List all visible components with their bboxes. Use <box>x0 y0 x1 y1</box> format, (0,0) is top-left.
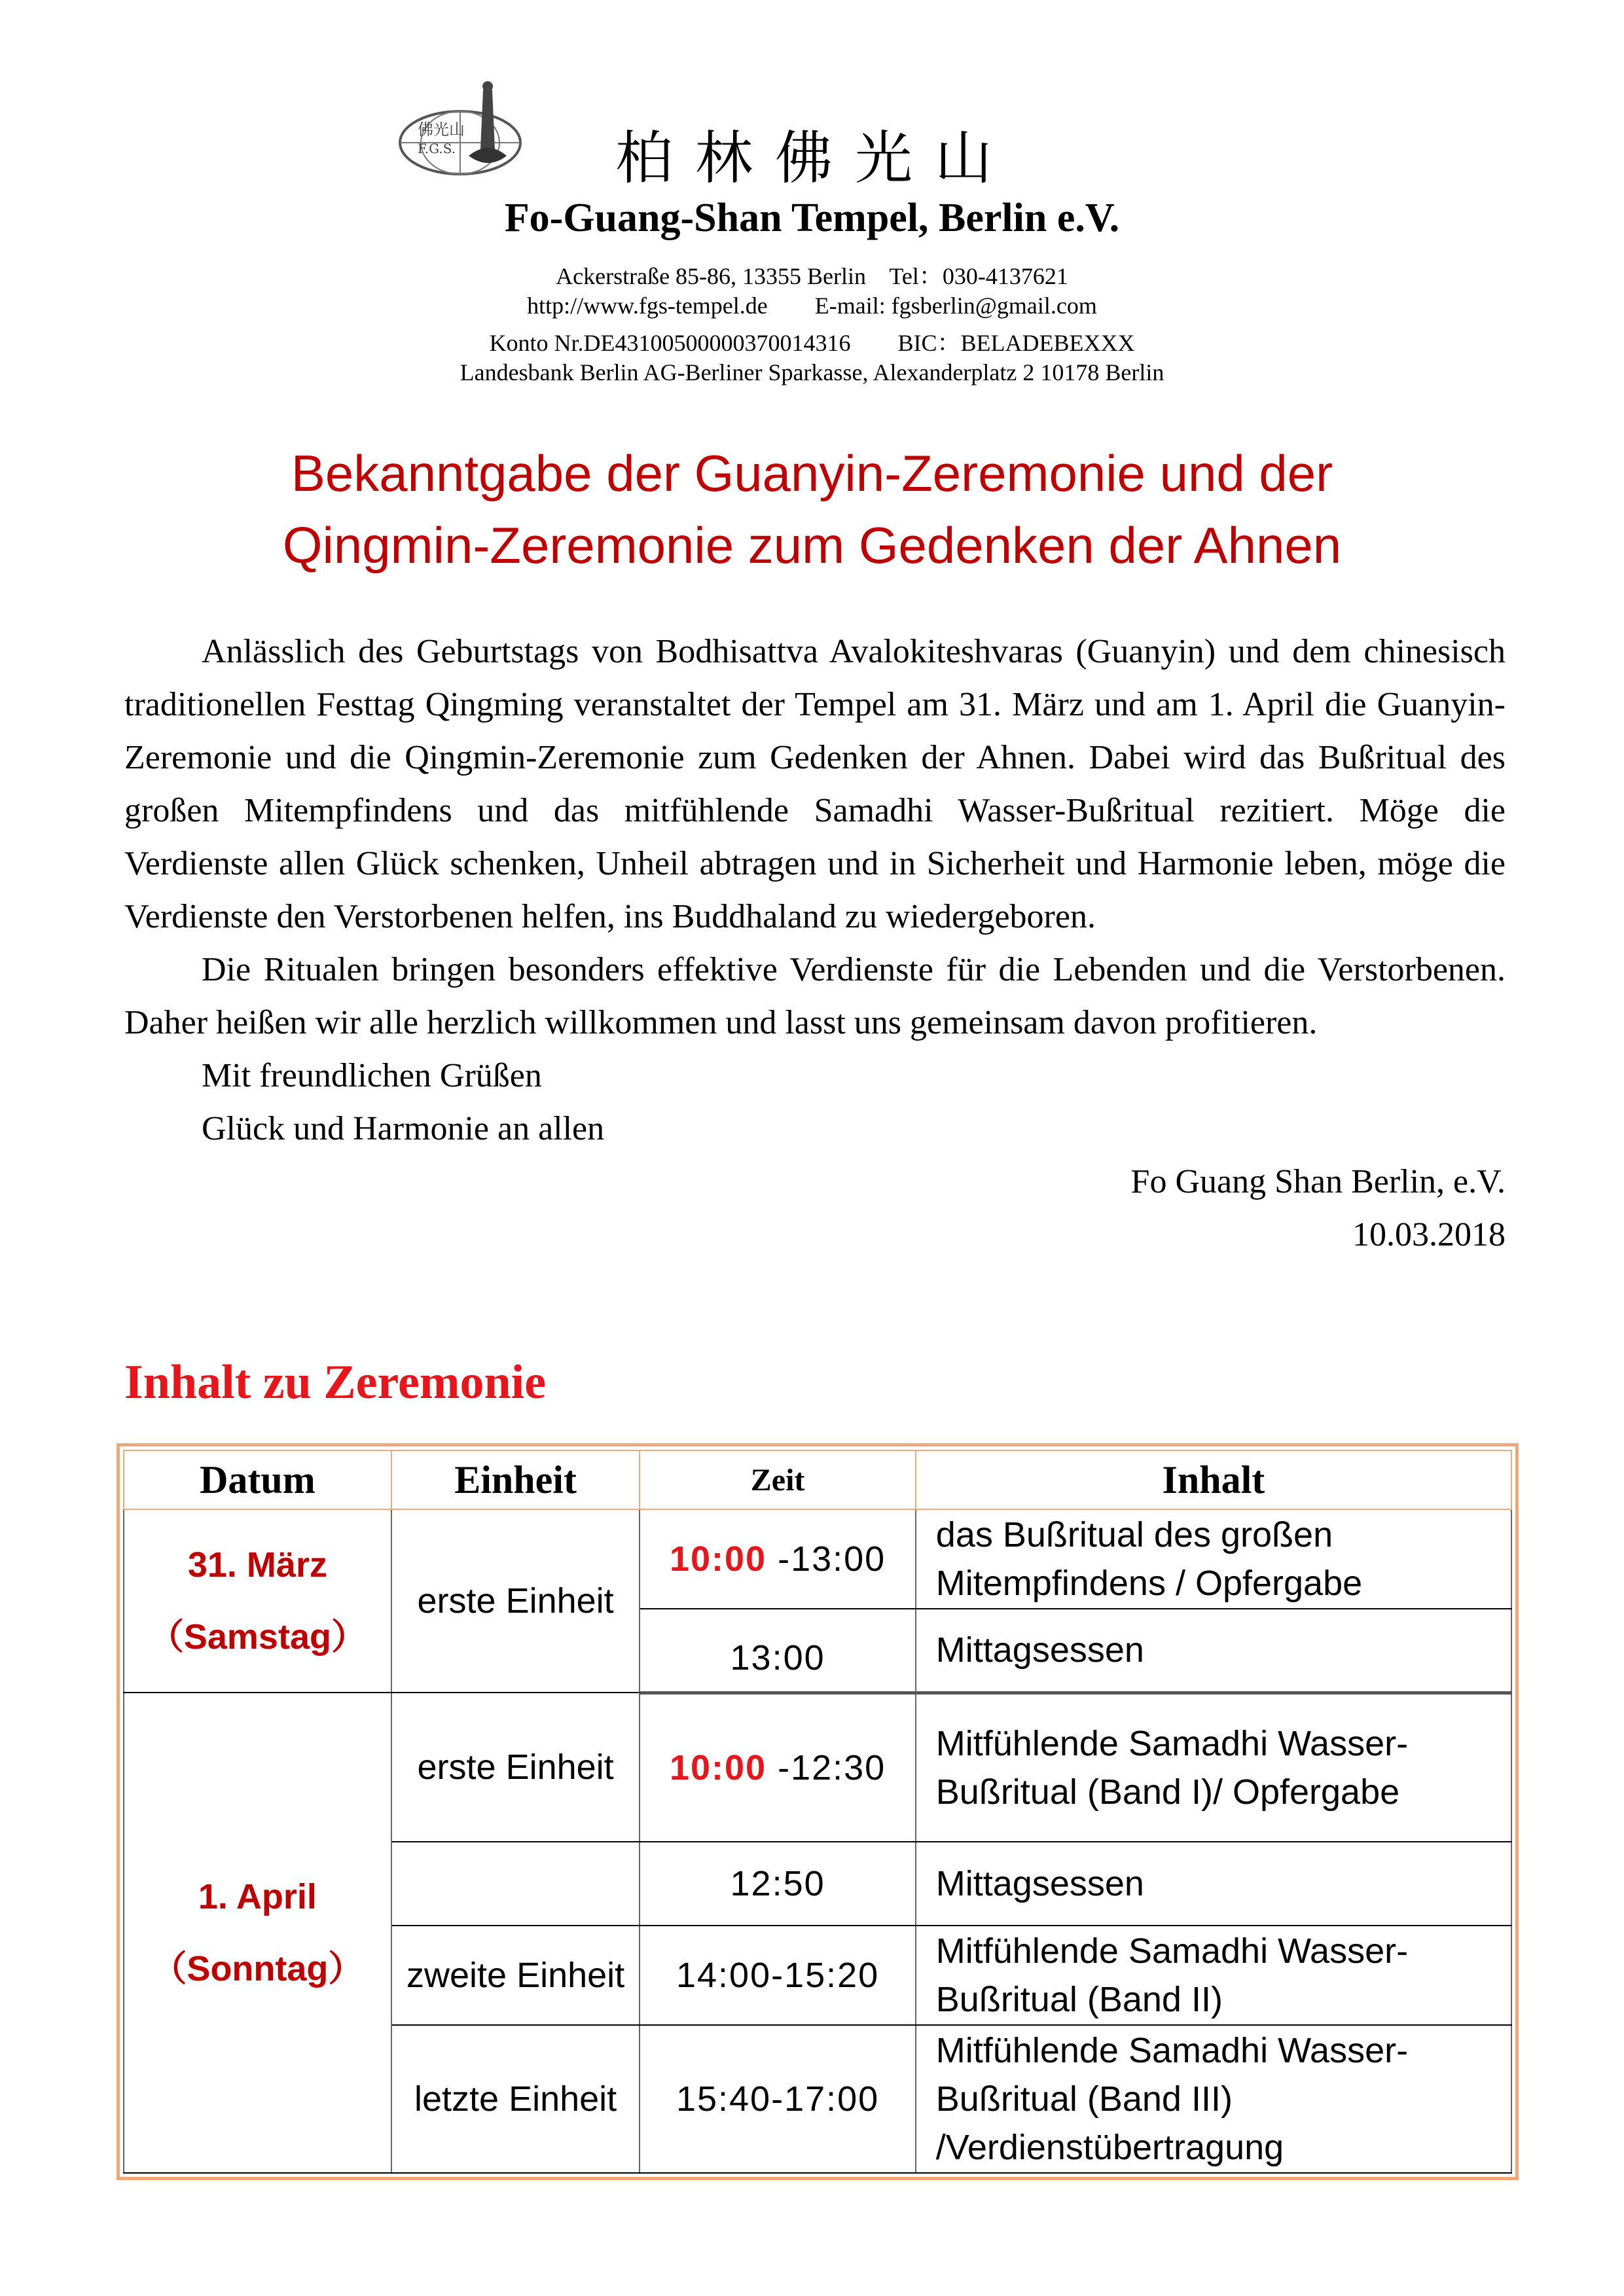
time-cell: 14:00-15:20 <box>640 1926 915 2025</box>
greeting-line-2: Glück und Harmonie an allen <box>202 1110 605 1147</box>
headline-line-1: Bekanntgabe der Guanyin-Zeremonie und der <box>291 444 1333 502</box>
chinese-title: 柏林佛光山 <box>615 124 1015 192</box>
date-day2: 1. April <box>198 1877 317 1916</box>
signature: Fo Guang Shan Berlin, e.V. <box>1130 1163 1506 1200</box>
logo-sub: F.G.S. <box>418 141 456 156</box>
content-cell: Mittagsessen <box>916 1842 1511 1926</box>
unit-cell <box>391 1842 640 1926</box>
header-inhalt: Inhalt <box>916 1450 1511 1509</box>
header-einheit: Einheit <box>391 1450 640 1509</box>
weekday-day2: （Sonntag） <box>151 1949 364 1988</box>
time-cell <box>640 1509 915 1609</box>
content-cell: das Bußritual des großen Mitempfindens / Opfergabe <box>916 1509 1511 1609</box>
content-cell: Mittagsessen <box>916 1609 1511 1693</box>
header-zeit: Zeit <box>640 1450 915 1509</box>
weekday-day1: （Samstag） <box>148 1617 367 1657</box>
time-cell: 13:00 <box>640 1609 915 1693</box>
table-row <box>124 1693 1511 1842</box>
time-start: 10:00 <box>669 1539 767 1579</box>
date-cell-day1 <box>124 1509 391 1693</box>
table-row <box>124 1509 1511 1609</box>
time-cell <box>640 1693 915 1842</box>
letter-date: 10.03.2018 <box>1352 1216 1506 1253</box>
unit-cell: erste Einheit <box>391 1693 640 1842</box>
content-cell: Mitfühlende Samadhi Wasser-Bußritual (Band II) <box>916 1926 1511 2025</box>
headline <box>0 437 1624 581</box>
date-cell-day2 <box>124 1693 391 2173</box>
bank-account-line: Konto Nr.DE43100500000370014316 BIC：BELADEBEXXX <box>489 330 1135 356</box>
time-cell: 15:40-17:00 <box>640 2025 915 2173</box>
letter-body <box>124 625 1506 1261</box>
unit-cell: letzte Einheit <box>391 2025 640 2173</box>
logo-text: 佛光山 <box>418 120 465 139</box>
organization-name: Fo-Guang-Shan Tempel, Berlin e.V. <box>504 196 1120 240</box>
greeting-line-1: Mit freundlichen Grüßen <box>202 1057 542 1094</box>
time-end: -13:00 <box>767 1539 886 1579</box>
bank-name-line: Landesbank Berlin AG-Berliner Sparkasse, Alexanderplatz 2 10178 Berlin <box>460 359 1164 386</box>
section-title: Inhalt zu Zeremonie <box>124 1355 547 1409</box>
headline-line-2: Qingmin-Zeremonie zum Gedenken der Ahnen <box>282 516 1342 574</box>
address-line: Ackerstraße 85-86, 13355 Berlin Tel：030-4137621 <box>556 263 1068 289</box>
header-datum: Datum <box>124 1450 391 1509</box>
web-email-line: http://www.fgs-tempel.de E-mail: fgsberlin@gmail.com <box>527 293 1097 319</box>
time-end: -12:30 <box>767 1748 886 1787</box>
content-cell: Mitfühlende Samadhi Wasser-Bußritual (Band I)/ Opfergabe <box>916 1693 1511 1842</box>
content-cell: Mitfühlende Samadhi Wasser-Bußritual (Band III) /Verdienstübertragung <box>916 2025 1511 2173</box>
fgs-logo <box>391 77 529 188</box>
paragraph-2: Die Ritualen bringen besonders effektive Verdienste für die Lebenden und die Verstorbenen. Daher heißen wir alle herzlich willkommen und lasst uns gemeinsam davon profitieren. <box>124 951 1506 1041</box>
date-day1: 31. März <box>187 1545 327 1585</box>
unit-cell: erste Einheit <box>391 1509 640 1693</box>
unit-cell: zweite Einheit <box>391 1926 640 2025</box>
ceremony-schedule-table <box>123 1450 1512 2174</box>
time-cell: 12:50 <box>640 1842 915 1926</box>
paragraph-1: Anlässlich des Geburtstags von Bodhisattva Avalokiteshvaras (Guanyin) und dem chinesisch traditionellen Festtag Qingming veranstaltet der Tempel am 31. März und am 1. April die Guanyin-Zeremonie und die Qingmin-Zeremonie zum Gedenken der Ahnen. Dabei wird das Bußritual des großen Mitempfindens und das mitfühlende Samadhi Wasser-Bußritual rezitiert. Möge die Verdienste allen Glück schenken, Unheil abtragen und in Sicherheit und Harmonie leben, möge die Verdienste den Verstorbenen helfen, ins Buddhaland zu wiedergeboren. <box>124 633 1506 935</box>
table-header-row <box>124 1450 1511 1509</box>
time-start: 10:00 <box>669 1748 767 1787</box>
